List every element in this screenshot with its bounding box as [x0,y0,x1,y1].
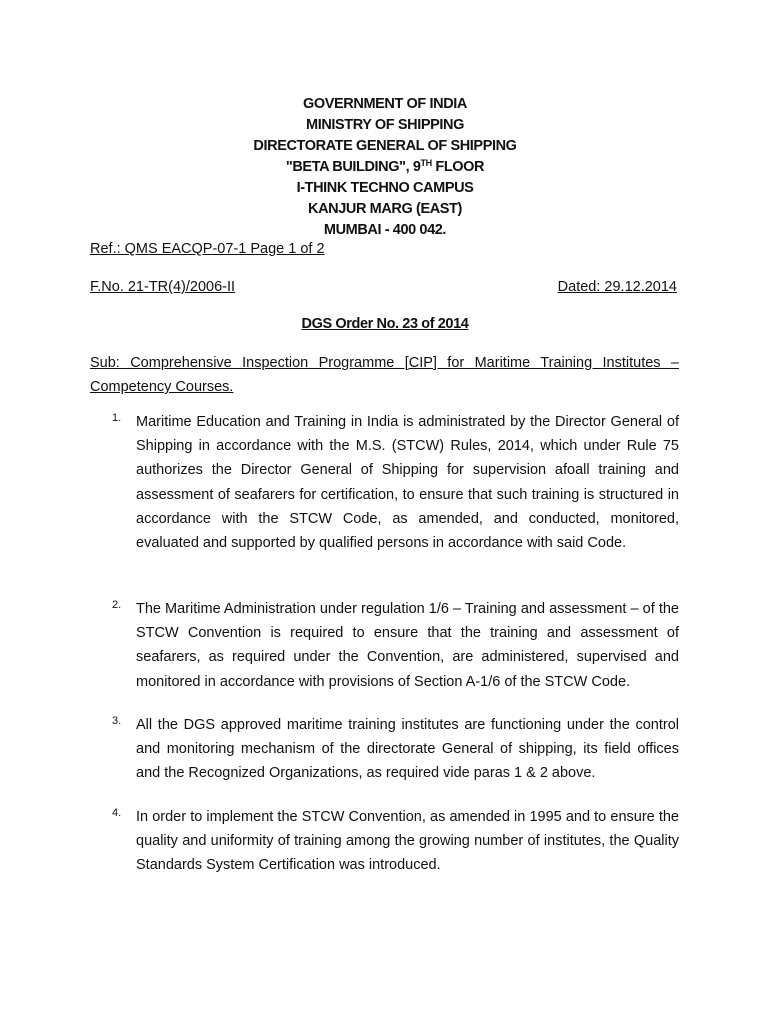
letterhead-campus: I-THINK TECHNO CAMPUS [296,180,474,196]
floor-label: FLOOR [431,159,485,175]
reference-line: Ref.: QMS EACQP-07-1 Page 1 of 2 [90,241,325,257]
file-date-row [90,279,677,295]
paragraph-2 [90,597,680,694]
paragraph-text: In order to implement the STCW Convention, as amended in 1995 and to ensure the quality and uniformity of training among the growing number of institutes, the Quality Standards System Certification was introduced. [136,809,679,874]
floor-ordinal-suffix: TH [420,158,432,168]
letterhead-city: MUMBAI - 400 042. [323,222,447,238]
letterhead-ministry: MINISTRY OF SHIPPING [306,117,464,133]
paragraph-4 [90,805,680,878]
paragraph-text: All the DGS approved maritime training institutes are functioning under the control and monitoring mechanism of the directorate General of shipping, its field offices and the Recognized Organizations, as required vide paras 1 & 2 above. [136,717,679,782]
paragraph-number: 2. [112,599,122,611]
order-title: DGS Order No. 23 of 2014 [301,316,469,332]
building-name: "BETA BUILDING", 9 [285,159,421,175]
paragraph-number: 1. [112,412,122,424]
dated: Dated: 29.12.2014 [557,279,677,295]
paragraph-text: The Maritime Administration under regulation 1/6 – Training and assessment – of the STCW Convention is required to ensure that the training and assessment of seafarers, as required under the Convention, are administered, supervised and monitored in accordance with provisions of Section A-1/6 of the STCW Code. [136,601,679,690]
letterhead-locality: KANJUR MARG (EAST) [308,201,462,217]
paragraph-1 [90,410,680,555]
paragraph-text: Maritime Education and Training in India is administrated by the Director General of Shipping in accordance with the M.S. (STCW) Rules, 2014, which under Rule 75 authorizes the Director General of Shipping for supervision afoall training and assessment of seafarers for certification, to ensure that such training is structured in accordance with the STCW Code, as amended, and conducted, monitored, evaluated and supported by qualified persons in accordance with said Code. [136,414,679,552]
letterhead-government: GOVERNMENT OF INDIA [303,96,467,112]
paragraph-3 [90,713,680,786]
letterhead-building [90,157,680,178]
letterhead [90,94,680,241]
letterhead-directorate: DIRECTORATE GENERAL OF SHIPPING [253,138,517,154]
paragraph-number: 4. [112,807,122,819]
subject-line: Sub: Comprehensive Inspection Programme [CIP] for Maritime Training Institutes – Competency Courses. [90,355,679,395]
file-number: F.No. 21-TR(4)/2006-II [90,279,236,295]
paragraph-number: 3. [112,715,122,727]
